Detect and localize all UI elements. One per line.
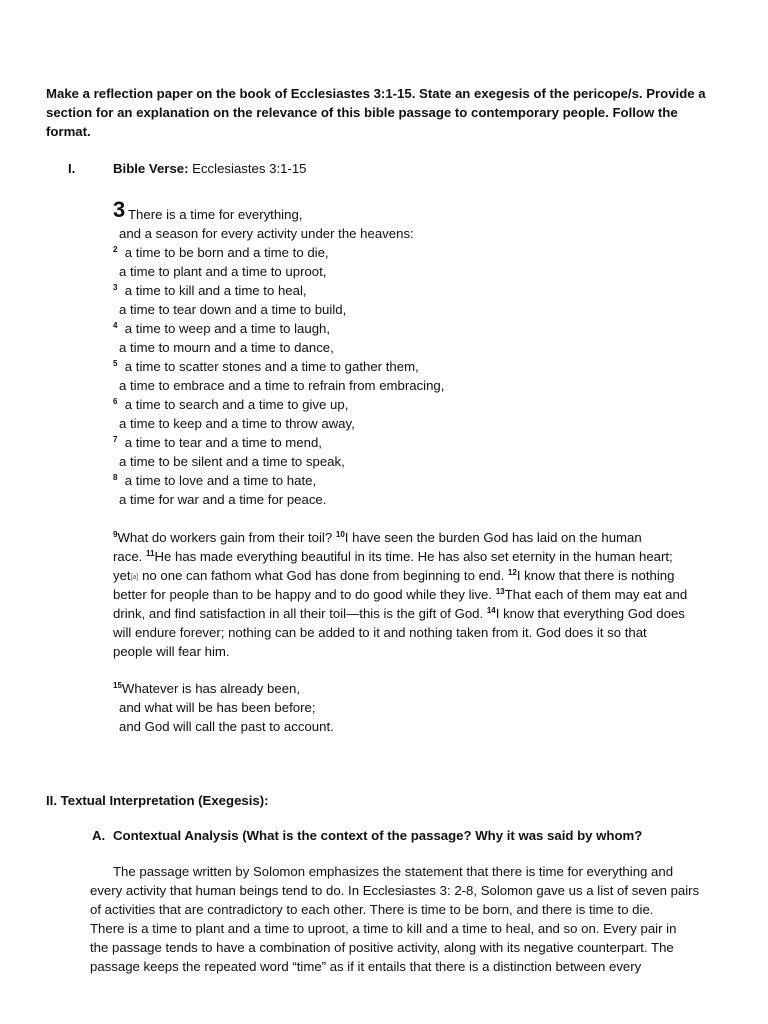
verse-15-line-3: and God will call the past to account. (119, 719, 334, 734)
poem-line (113, 357, 419, 376)
poem-line-text: and a season for every activity under the heavens: (119, 226, 414, 241)
poem-line (119, 490, 326, 509)
instructions-line-3: format. (46, 124, 91, 139)
verse-number: 6 (113, 397, 118, 406)
prose-line-4: better for people than to be happy and to do good while they live. $^{13}$That each of them may eat and (113, 587, 688, 602)
verse-number: 4 (113, 321, 118, 330)
poem-line-text: a time to scatter stones and a time to gather them, (124, 359, 419, 374)
poem-line (113, 471, 316, 490)
bible-verse-label: Bible Verse: (113, 161, 189, 176)
footnote-marker[interactable]: [a] (130, 574, 139, 581)
verse-number: 7 (113, 435, 118, 444)
paragraph-line: There is a time to plant and a time to uproot, a time to kill and a time to heal, and so on. Every pair in (90, 921, 677, 936)
prose-line-7: people will fear him. (113, 644, 230, 659)
verse-number: 2 (113, 245, 118, 254)
verse-15-line-2: and what will be has been before; (119, 700, 316, 715)
poem-line-text: a time to kill and a time to heal, (124, 283, 307, 298)
poem-line (119, 300, 346, 319)
poem-line (119, 262, 326, 281)
subsection-a-letter: A. (92, 828, 106, 843)
prose-line-6: will endure forever; nothing can be added to it and nothing taken from it. God does it so that (113, 625, 647, 640)
paragraph-line: The passage written by Solomon emphasizes the statement that there is time for everything and (113, 864, 674, 879)
paragraph-line: every activity that human beings tend to do. In Ecclesiastes 3: 2-8, Solomon gave us a list of seven pairs (90, 883, 700, 898)
poem-line-text: a time to embrace and a time to refrain from embracing, (119, 378, 445, 393)
poem-line-text: a time to keep and a time to throw away, (119, 416, 355, 431)
poem-line-text: a time for war and a time for peace. (119, 492, 327, 507)
poem-line (113, 243, 329, 262)
poem-line-text: a time to tear and a time to mend, (124, 435, 322, 450)
verse-number: 3 (113, 283, 118, 292)
poem-line (119, 376, 444, 395)
poem-line-text: a time to be silent and a time to speak, (119, 454, 345, 469)
poem-line (113, 281, 307, 300)
paragraph-line: the passage tends to have a combination of positive activity, along with its negative counterpart. The (90, 940, 674, 955)
poem-line-text: a time to weep and a time to laugh, (124, 321, 331, 336)
instructions-line-1: Make a reflection paper on the book of Ecclesiastes 3:1-15. State an exegesis of the pericope/s. Provide a (46, 86, 706, 101)
prose-line-5: drink, and find satisfaction in all their toil—this is the gift of God. $^{14}$I know that everything God does (113, 606, 685, 621)
poem-line (119, 338, 334, 357)
prose-line-1: $^9$What do workers gain from their toil? $^{10}$I have seen the burden God has laid on the human (113, 530, 642, 545)
paragraph-line: of activities that are contradictory to each other. There is time to be born, and there is time to die. (90, 902, 654, 917)
verse-number: 5 (113, 359, 118, 368)
poem-line-text: There is a time for everything, (128, 207, 303, 222)
paragraph-line: passage keeps the repeated word “time” as if it entails that there is a distinction between every (90, 959, 642, 974)
poem-line (119, 224, 414, 243)
poem-line (113, 433, 322, 452)
bible-verse-reference: Ecclesiastes 3:1-15 (192, 161, 307, 176)
section-1-heading (113, 161, 307, 176)
poem-line-text: a time to tear down and a time to build, (119, 302, 347, 317)
verse-15-line-1: $^{15}$Whatever is has already been, (113, 681, 301, 696)
poem-line (128, 205, 302, 224)
poem-line-text: a time to be born and a time to die, (124, 245, 329, 260)
poem-line (113, 395, 348, 414)
prose-line-2: race. $^{11}$He has made everything beautiful in its time. He has also set eternity in the human heart; (113, 549, 673, 564)
poem-line (119, 452, 345, 471)
chapter-number: 3 (113, 197, 126, 222)
poem-line-text: a time to plant and a time to uproot, (119, 264, 327, 279)
section-1-number: I. (68, 161, 76, 176)
poem-line-text: a time to mourn and a time to dance, (119, 340, 334, 355)
poem-line (113, 319, 330, 338)
poem-line-text: a time to love and a time to hate, (124, 473, 317, 488)
poem-line-text: a time to search and a time to give up, (124, 397, 349, 412)
instructions-line-2: section for an explanation on the relevance of this bible passage to contemporary people. Follow the (46, 105, 678, 120)
poem-line (119, 414, 355, 433)
verse-number: 8 (113, 473, 118, 482)
section-2-heading: II. Textual Interpretation (Exegesis): (46, 793, 269, 808)
prose-line-3: yet[a] no one can fathom what God has done from beginning to end. $^{12}$I know that there is nothing (113, 568, 675, 583)
subsection-a-heading: Contextual Analysis (What is the context of the passage? Why it was said by whom? (113, 828, 643, 843)
